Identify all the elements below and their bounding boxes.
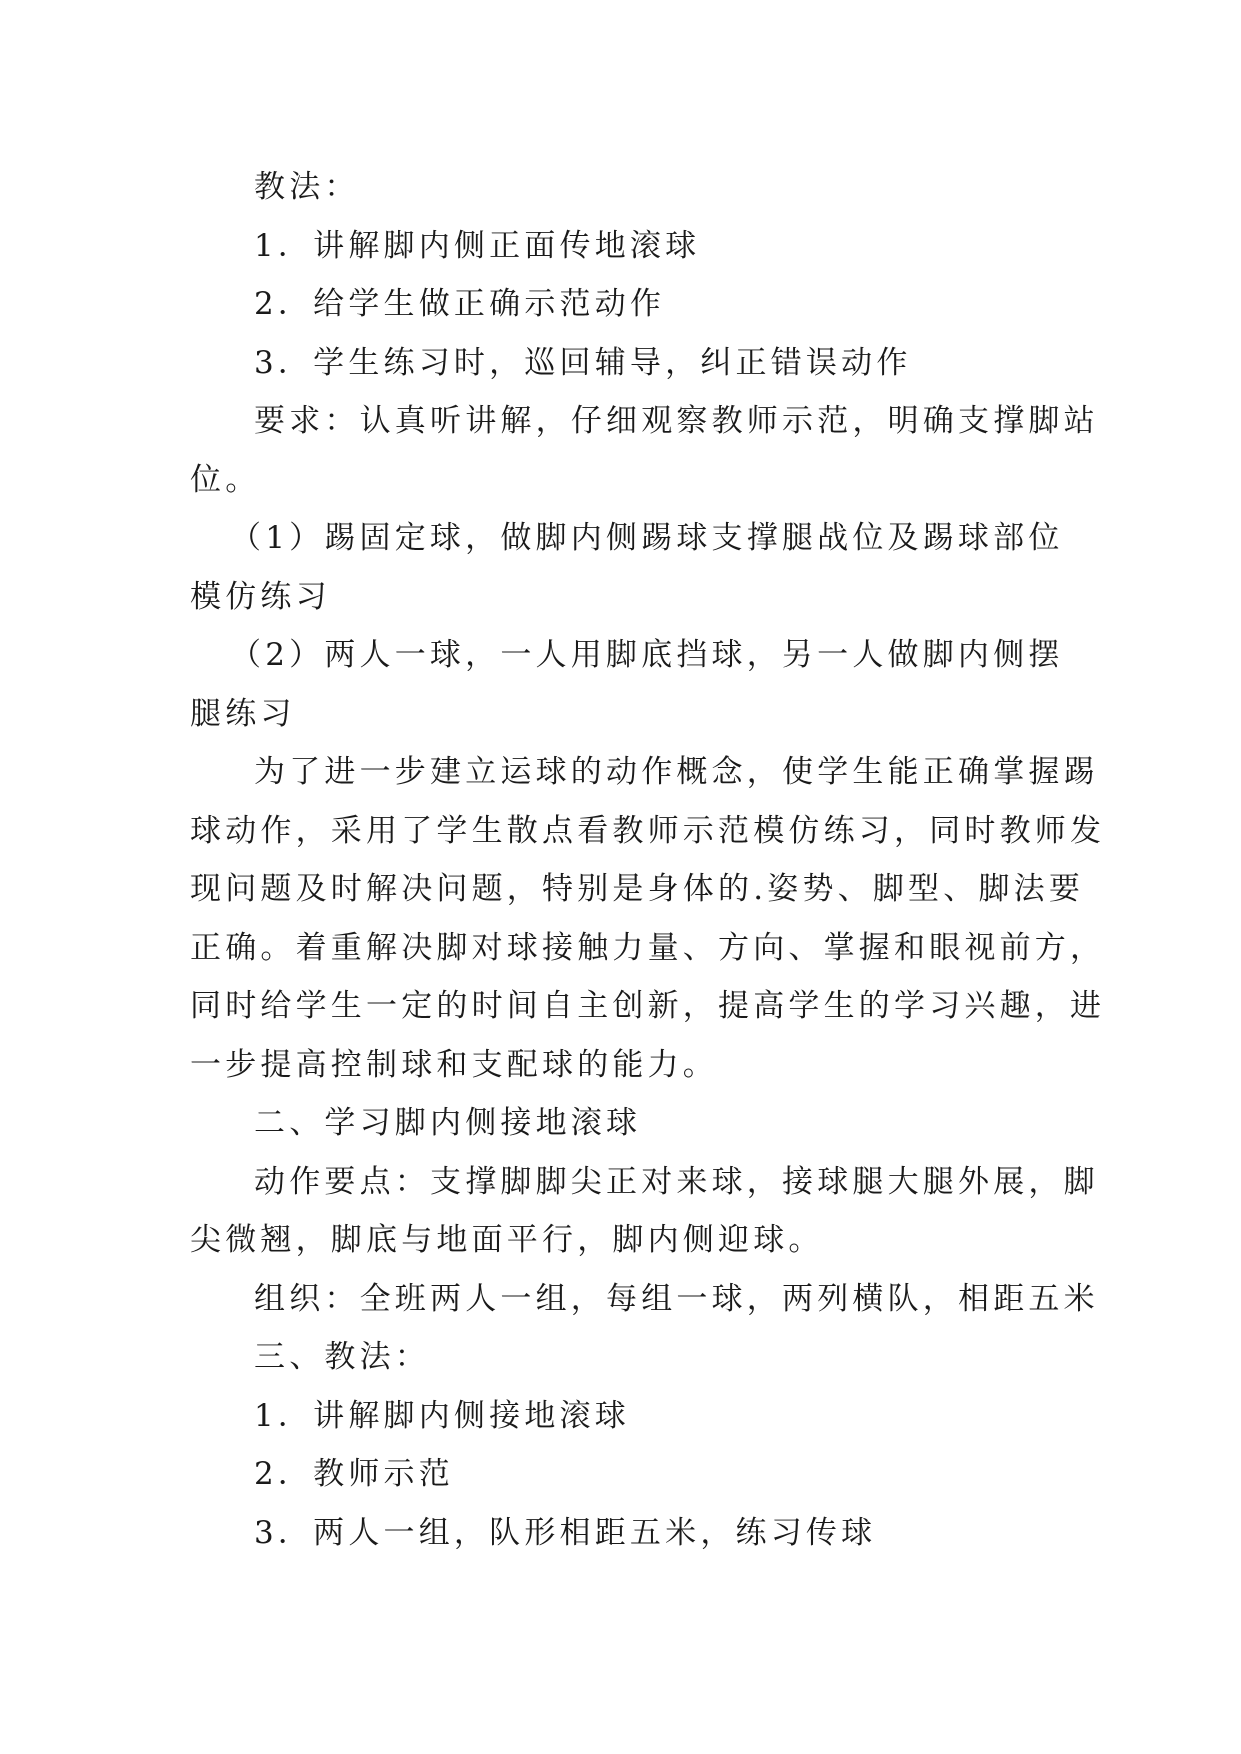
text-line: 1．讲解脚内侧正面传地滚球 [254, 227, 701, 264]
text-line: 现问题及时解决问题，特别是身体的.姿势、脚型、脚法要 [190, 871, 1085, 907]
section-heading: 三、教法： [254, 1339, 430, 1375]
text-line: 模仿练习 [190, 578, 331, 615]
text-line: 动作要点：支撑脚脚尖正对来球，接球腿大腿外展，脚 [254, 1163, 1099, 1200]
text-line: 1．讲解脚内侧接地滚球 [254, 1397, 630, 1434]
text-line: 球动作，采用了学生散点看教师示范模仿练习，同时教师发 [190, 812, 1106, 849]
text-line: 2．教师示范 [254, 1456, 454, 1492]
text-line: 同时给学生一定的时间自主创新，提高学生的学习兴趣，进 [190, 988, 1106, 1024]
text-line: 要求：认真听讲解，仔细观察教师示范，明确支撑脚站 [254, 403, 1099, 439]
text-line: 位。 [190, 461, 261, 498]
text-line: 腿练习 [190, 695, 296, 732]
text-line: （2）两人一球，一人用脚底挡球，另一人做脚内侧摆 [230, 637, 1064, 673]
text-line: 正确。着重解决脚对球接触力量、方向、掌握和眼视前方， [190, 929, 1106, 966]
text-line: （1）踢固定球，做脚内侧踢球支撑腿战位及踢球部位 [230, 520, 1064, 556]
text-line: 3．学生练习时，巡回辅导，纠正错误动作 [254, 344, 912, 381]
text-line: 为了进一步建立运球的动作概念，使学生能正确掌握踢 [254, 754, 1099, 790]
document-body [190, 158, 1106, 1562]
text-line: 尖微翘，脚底与地面平行，脚内侧迎球。 [190, 1222, 824, 1258]
section-heading: 二、学习脚内侧接地滚球 [254, 1105, 642, 1141]
text-line: 一步提高控制球和支配球的能力。 [190, 1046, 718, 1083]
text-line: 3．两人一组，队形相距五米，练习传球 [254, 1514, 877, 1551]
text-line: 教法： [254, 169, 360, 205]
text-line: 2．给学生做正确示范动作 [254, 286, 666, 322]
text-line: 组织：全班两人一组，每组一球，两列横队，相距五米 [254, 1280, 1099, 1317]
